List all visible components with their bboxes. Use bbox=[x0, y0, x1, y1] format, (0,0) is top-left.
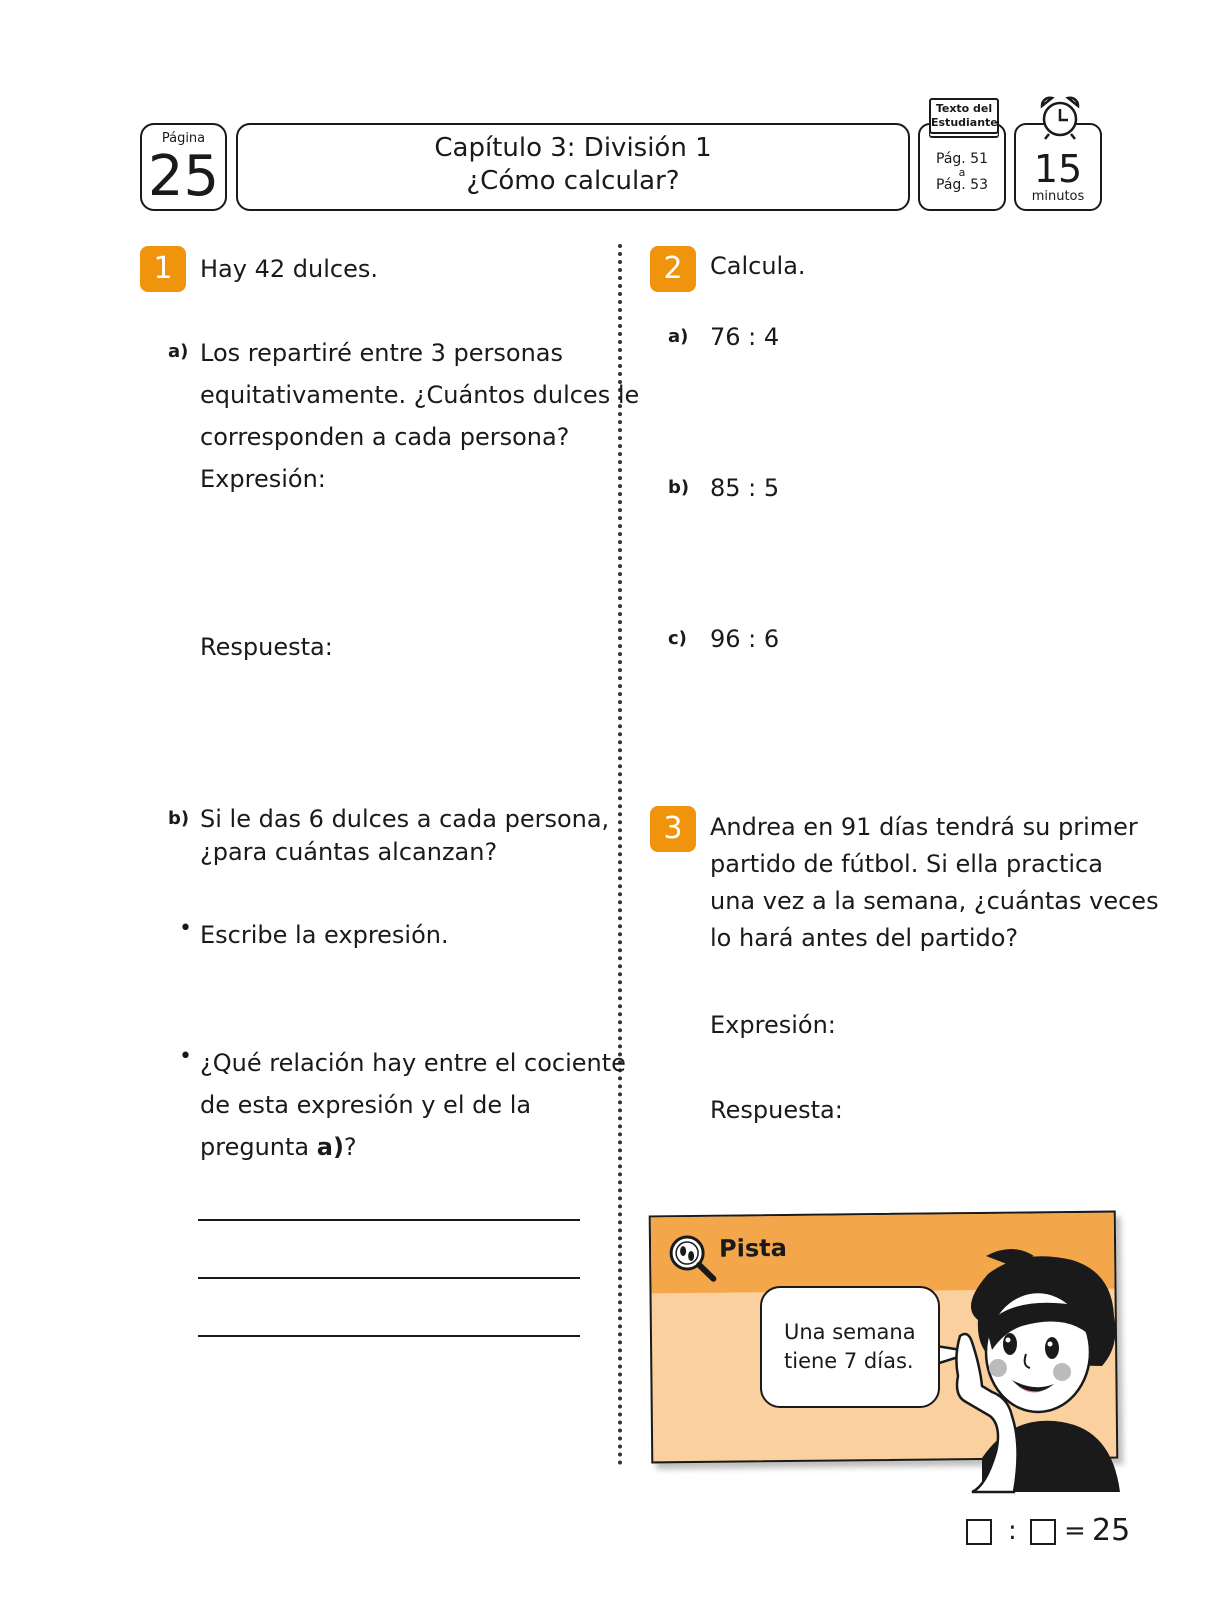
question-3-line-3: una vez a la semana, ¿cuántas veces bbox=[710, 887, 1159, 915]
question-3-badge: 3 bbox=[650, 806, 696, 852]
answer-line[interactable] bbox=[198, 1219, 580, 1221]
footer-result: 25 bbox=[1092, 1513, 1131, 1548]
answer-line[interactable] bbox=[198, 1335, 580, 1337]
question-2-intro: Calcula. bbox=[710, 252, 806, 280]
bubble-line-2: tiene 7 días. bbox=[784, 1349, 914, 1373]
question-1a-line-3: corresponden a cada persona? bbox=[200, 423, 570, 451]
question-1b-line-2: ¿para cuántas alcanzan? bbox=[200, 838, 498, 866]
time-value: 15 bbox=[1033, 147, 1083, 191]
speech-bubble bbox=[760, 1286, 940, 1408]
question-1b-line-1: Si le das 6 dulces a cada persona, bbox=[200, 805, 610, 833]
chapter-subtitle: ¿Cómo calcular? bbox=[466, 166, 680, 196]
question-2a-expression: 76 : 4 bbox=[710, 323, 780, 351]
question-1b-bullet-2-text: pregunta bbox=[200, 1133, 317, 1161]
blank-box[interactable] bbox=[1030, 1519, 1056, 1545]
footer-equals: = bbox=[1064, 1516, 1086, 1546]
answer-line[interactable] bbox=[198, 1277, 580, 1279]
bubble-line-1: Una semana bbox=[784, 1320, 916, 1344]
magnifier-icon bbox=[663, 1229, 722, 1288]
question-1a-label: a) bbox=[168, 341, 189, 362]
question-1b-bullet-2-line-3 bbox=[200, 1126, 357, 1168]
ref-to: Pág. 53 bbox=[936, 177, 988, 193]
question-2c-label: c) bbox=[668, 628, 687, 649]
question-3-line-2: partido de fútbol. Si ella practica bbox=[710, 850, 1103, 878]
question-1b-bullet-2-ref: a) bbox=[316, 1133, 344, 1161]
chapter-title-box bbox=[236, 123, 910, 211]
question-1a-line-1: Los repartiré entre 3 personas bbox=[200, 339, 563, 367]
question-1b-bullet-2-line-2: de esta expresión y el de la bbox=[200, 1091, 532, 1119]
page-number-box bbox=[140, 123, 227, 211]
alarm-clock-icon bbox=[1036, 94, 1084, 142]
footer-colon: : bbox=[1008, 1516, 1017, 1546]
page-label: Página bbox=[161, 131, 206, 146]
question-2b-expression: 85 : 5 bbox=[710, 474, 780, 502]
question-2c-expression: 96 : 6 bbox=[710, 625, 780, 653]
question-1a-expression-label: Expresión: bbox=[200, 465, 326, 493]
question-1b-bullet-2-line-1: ¿Qué relación hay entre el cociente bbox=[200, 1049, 626, 1077]
question-1b-label: b) bbox=[168, 808, 190, 829]
ref-from: Pág. 51 bbox=[936, 151, 988, 167]
question-2b-label: b) bbox=[668, 477, 690, 498]
question-1b-bullet-1: Escribe la expresión. bbox=[200, 921, 449, 949]
bullet-icon: • bbox=[179, 1044, 192, 1069]
book-label-2: Estudiante bbox=[931, 116, 998, 129]
question-2-badge: 2 bbox=[650, 246, 696, 292]
question-1-intro: Hay 42 dulces. bbox=[200, 255, 378, 283]
question-3-expression-label: Expresión: bbox=[710, 1011, 836, 1039]
question-3-line-1: Andrea en 91 días tendrá su primer bbox=[710, 813, 1138, 841]
question-2a-label: a) bbox=[668, 326, 689, 347]
footer-equation bbox=[966, 1512, 1136, 1552]
column-divider bbox=[618, 244, 622, 1466]
ref-a: a bbox=[958, 166, 966, 179]
page-number: 25 bbox=[147, 144, 220, 209]
bullet-icon: • bbox=[179, 916, 192, 941]
page-range bbox=[920, 151, 1004, 194]
question-3-answer-label: Respuesta: bbox=[710, 1096, 843, 1124]
question-1b-bullet-2-mark: ? bbox=[343, 1133, 357, 1161]
hint-title: Pista bbox=[718, 1234, 787, 1263]
child-character-illustration bbox=[952, 1246, 1130, 1494]
book-label-1: Texto del bbox=[935, 102, 993, 115]
textbook-icon bbox=[929, 98, 999, 134]
question-1a-answer-label: Respuesta: bbox=[200, 633, 333, 661]
time-unit: minutos bbox=[1031, 189, 1085, 204]
question-1-badge: 1 bbox=[140, 246, 186, 292]
chapter-title: Capítulo 3: División 1 bbox=[434, 133, 712, 163]
question-3-line-4: lo hará antes del partido? bbox=[710, 924, 1019, 952]
question-1a-line-2: equitativamente. ¿Cuántos dulces le bbox=[200, 381, 640, 409]
blank-box[interactable] bbox=[966, 1519, 992, 1545]
textbook-reference-box bbox=[918, 123, 1006, 211]
